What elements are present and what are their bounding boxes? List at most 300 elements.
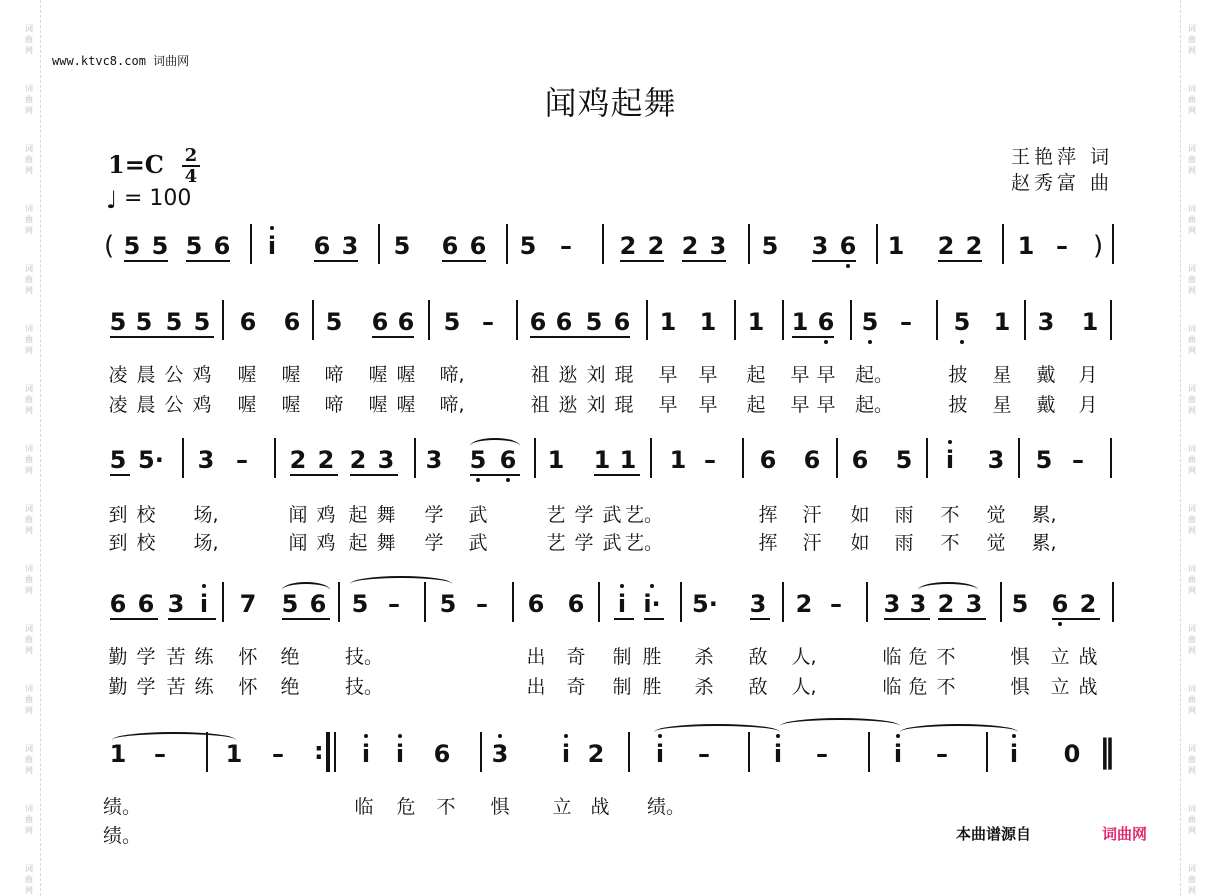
note: 5 (1011, 590, 1029, 618)
watermark-char: 曲 (25, 215, 33, 224)
lyric-char: 祖 (530, 364, 550, 386)
watermark-char: 曲 (1188, 455, 1196, 464)
note: 3 (377, 446, 395, 474)
note: – (1056, 232, 1068, 260)
lyric-char: 早 (658, 394, 678, 416)
slur (350, 576, 452, 592)
note: 1 (109, 740, 127, 768)
watermark-char: 曲 (25, 455, 33, 464)
note: – (704, 446, 716, 474)
watermark-char: 网 (1188, 766, 1196, 775)
note: 1 (659, 308, 677, 336)
watermark-char: 曲 (1188, 335, 1196, 344)
watermark-char: 网 (1188, 526, 1196, 535)
lyric-char: 技。 (345, 676, 384, 698)
lyric-char: 奇 (566, 646, 586, 668)
lyric-char: 闻 (288, 504, 308, 526)
lyric-char: 绩。 (103, 825, 142, 847)
barline (1018, 438, 1020, 478)
watermark-char: 网 (25, 586, 33, 595)
lyric-char: 晨 (136, 394, 156, 416)
note: 6 (555, 308, 573, 336)
note: 6 (803, 446, 821, 474)
source-label: 本曲谱源自 (956, 825, 1032, 843)
watermark-char: 网 (25, 226, 33, 235)
watermark-char: 词 (1188, 684, 1196, 693)
lyric-char: 刘 (586, 364, 606, 386)
lyric-char: 制 (612, 676, 632, 698)
barline (312, 300, 314, 340)
watermark-char: 词 (25, 864, 33, 873)
barline (512, 582, 514, 622)
note: 6 (441, 232, 459, 260)
lyric-char: 杀 (694, 646, 714, 668)
lyric-char: 不 (436, 796, 456, 818)
watermark-char: 词 (25, 744, 33, 753)
barline (602, 224, 604, 264)
octave-dot-low (846, 264, 850, 268)
barline (222, 300, 224, 340)
note: 3 (425, 446, 443, 474)
slur (470, 438, 520, 454)
watermark-char: 曲 (1188, 875, 1196, 884)
note: 1 (1017, 232, 1035, 260)
note: 3 (491, 740, 509, 768)
barline (782, 582, 784, 622)
key-signature: 1=C (108, 150, 164, 179)
note: 3 (749, 590, 767, 618)
octave-dot-low (476, 478, 480, 482)
barline (222, 582, 224, 622)
watermark-char: 曲 (25, 575, 33, 584)
barline (428, 300, 430, 340)
note: 5 (439, 590, 457, 618)
note: 1 (887, 232, 905, 260)
watermark-char: 曲 (1188, 695, 1196, 704)
lyric-char: 怀 (238, 676, 258, 698)
watermark-char: 词 (25, 684, 33, 693)
lyric-char: 累, (1031, 532, 1057, 554)
lyric-char: 战 (590, 796, 610, 818)
watermark-char: 词 (1188, 84, 1196, 93)
lyric-char: 惧 (490, 796, 510, 818)
lyric-char: 喔 (281, 364, 301, 386)
watermark-char: 词 (25, 204, 33, 213)
note: – (560, 232, 572, 260)
watermark-char: 网 (1188, 106, 1196, 115)
octave-dot-high (948, 440, 952, 444)
watermark-char: 曲 (1188, 395, 1196, 404)
lyric-char: 早 (816, 364, 836, 386)
watermark-char: 网 (25, 346, 33, 355)
lyric-char: 学 (136, 646, 156, 668)
note: 2 (587, 740, 605, 768)
watermark-char: 词 (1188, 264, 1196, 273)
watermark-char: 网 (25, 826, 33, 835)
lyric-char: 舞 (376, 532, 396, 554)
watermark-char: 网 (25, 646, 33, 655)
watermark-char: 曲 (25, 275, 33, 284)
note: 3 (1037, 308, 1055, 336)
note: 1 (547, 446, 565, 474)
barline (836, 438, 838, 478)
watermark-char: 网 (1188, 46, 1196, 55)
watermark-char: 网 (1188, 466, 1196, 475)
beam-underline (614, 618, 634, 620)
barline (1112, 224, 1114, 264)
note: 6 (137, 590, 155, 618)
lyric-char: 早 (658, 364, 678, 386)
watermark-char: 曲 (25, 515, 33, 524)
tempo-value: = 100 (124, 186, 192, 211)
octave-dot-high (650, 584, 654, 588)
lyric-char: 早 (698, 364, 718, 386)
lyric-char: 出 (526, 646, 546, 668)
lyric-char: 凌 (108, 364, 128, 386)
lyric-char: 如 (850, 504, 870, 526)
watermark-char: 网 (25, 406, 33, 415)
barline (506, 224, 508, 264)
note: 5 (895, 446, 913, 474)
note: 6 (397, 308, 415, 336)
lyric-char: 苦 (166, 646, 186, 668)
note: 5 (109, 308, 127, 336)
watermark-char: 曲 (25, 755, 33, 764)
beam-underline (186, 260, 230, 262)
note: 5 (325, 308, 343, 336)
note: – (900, 308, 912, 336)
note: 6 (851, 446, 869, 474)
lyric-char: 校 (136, 504, 156, 526)
beam-underline (938, 618, 986, 620)
watermark-char: 网 (25, 706, 33, 715)
barline (646, 300, 648, 340)
watermark-char: 网 (25, 166, 33, 175)
lyric-char: 学 (574, 532, 594, 554)
note: 5 (165, 308, 183, 336)
lyric-char: 奇 (566, 676, 586, 698)
lyric-char: 胜 (642, 646, 662, 668)
note: 2 (289, 446, 307, 474)
watermark-char: 曲 (1188, 635, 1196, 644)
note: – (816, 740, 828, 768)
note: i· (643, 590, 661, 618)
lyric-char: 学 (574, 504, 594, 526)
lyric-char: 校 (136, 532, 156, 554)
watermark-char: 词 (25, 504, 33, 513)
note: i (617, 590, 627, 618)
lyric-char: 累, (1031, 504, 1057, 526)
repeat-barline (326, 732, 330, 772)
note: 1 (1081, 308, 1099, 336)
barline (866, 582, 868, 622)
note: 1 (747, 308, 765, 336)
lyric-char: 学 (136, 676, 156, 698)
site-url[interactable]: www.ktvc8.com 词曲网 (52, 54, 190, 68)
slur (654, 724, 780, 740)
note: 1 (993, 308, 1011, 336)
watermark-char: 网 (25, 886, 33, 895)
lyric-char: 鸡 (192, 394, 212, 416)
lyric-char: 怀 (238, 646, 258, 668)
source-link[interactable]: 词曲网 (1102, 825, 1148, 843)
lyric-char: 不 (936, 646, 956, 668)
lyric-char: 啼, (439, 364, 465, 386)
note: 3 (811, 232, 829, 260)
watermark-char: 词 (25, 84, 33, 93)
barline (936, 300, 938, 340)
beam-underline (110, 336, 214, 338)
lyric-char: 挥 (758, 504, 778, 526)
slur (112, 732, 236, 748)
lyric-char: 胜 (642, 676, 662, 698)
note: 2 (317, 446, 335, 474)
note: 2 (937, 232, 955, 260)
note: 3 (341, 232, 359, 260)
note: 2 (647, 232, 665, 260)
lyric-char: 敌 (748, 646, 768, 668)
lyric-char: 舞 (376, 504, 396, 526)
octave-dot-low (506, 478, 510, 482)
watermark-char: 曲 (25, 395, 33, 404)
watermark-char: 曲 (1188, 275, 1196, 284)
lyric-char: 战 (1078, 676, 1098, 698)
octave-dot-low (824, 340, 828, 344)
octave-dot-high (564, 734, 568, 738)
octave-dot-high (270, 226, 274, 230)
lyric-char: 月 (1078, 364, 1098, 386)
note: – (236, 446, 248, 474)
watermark-char: 曲 (25, 875, 33, 884)
beam-underline (938, 260, 982, 262)
lyric-char: 技。 (345, 646, 384, 668)
slur (900, 724, 1018, 740)
barline (1112, 582, 1114, 622)
note: 6 (371, 308, 389, 336)
note: 2 (1079, 590, 1097, 618)
watermark-char: 词 (1188, 864, 1196, 873)
note: 6 (499, 446, 517, 474)
lyric-char: 绩。 (647, 796, 686, 818)
note: 5 (585, 308, 603, 336)
lyric-char: 披 (948, 394, 968, 416)
lyric-char: 到 (108, 532, 128, 554)
lyric-char: 敌 (748, 676, 768, 698)
watermark-char: 网 (1188, 886, 1196, 895)
lyric-char: 刘 (586, 394, 606, 416)
lyric-char: 喔 (396, 364, 416, 386)
lyric-char: 武 (602, 504, 622, 526)
watermark-char: 网 (25, 526, 33, 535)
note: 5· (138, 446, 164, 474)
barline (378, 224, 380, 264)
watermark-char: 词 (25, 444, 33, 453)
watermark-char: 曲 (1188, 35, 1196, 44)
note: 5 (393, 232, 411, 260)
barline (1000, 582, 1002, 622)
lyric-char: 临 (882, 676, 902, 698)
lyric-char: 制 (612, 646, 632, 668)
lyric-char: 逖 (558, 394, 578, 416)
watermark-char: 网 (1188, 646, 1196, 655)
lyric-char: 鸡 (192, 364, 212, 386)
lyric-char: 不 (940, 532, 960, 554)
barline (1024, 300, 1026, 340)
barline (1110, 438, 1112, 478)
lyric-char: 喔 (368, 364, 388, 386)
lyric-char: 战 (1078, 646, 1098, 668)
final-double-bar: ‖ (1099, 732, 1115, 770)
note: 5 (443, 308, 461, 336)
watermark-char: 词 (1188, 504, 1196, 513)
lyric-char: 惧 (1010, 676, 1030, 698)
time-signature-top: 2 (184, 145, 198, 166)
barline (876, 224, 878, 264)
intro-close-paren: ) (1093, 231, 1104, 261)
watermark-char: 曲 (25, 695, 33, 704)
lyric-char: 艺。 (625, 504, 664, 526)
barline (1002, 224, 1004, 264)
note: i (893, 740, 903, 768)
lyric-char: 人, (791, 646, 817, 668)
lyric-char: 危 (908, 676, 928, 698)
beam-underline (124, 260, 168, 262)
watermark-char: 网 (1188, 706, 1196, 715)
octave-dot-high (620, 584, 624, 588)
lyric-char: 起 (746, 394, 766, 416)
lyric-char: 觉 (986, 504, 1006, 526)
watermark-char: 曲 (1188, 815, 1196, 824)
lyric-char: 喔 (368, 394, 388, 416)
lyric-char: 武 (468, 504, 488, 526)
note: 6 (527, 590, 545, 618)
note: 2 (937, 590, 955, 618)
watermark-char: 曲 (1188, 215, 1196, 224)
lyric-char: 月 (1078, 394, 1098, 416)
octave-dot-low (960, 340, 964, 344)
note: 6 (759, 446, 777, 474)
note: 0 (1063, 740, 1081, 768)
note: 3 (987, 446, 1005, 474)
watermark-char: 网 (1188, 586, 1196, 595)
note: 2 (965, 232, 983, 260)
barline (748, 224, 750, 264)
lyric-char: 危 (396, 796, 416, 818)
lyric-char: 绩。 (103, 796, 142, 818)
lyric-char: 早 (816, 394, 836, 416)
octave-dot-high (364, 734, 368, 738)
note: 5 (185, 232, 203, 260)
note: 6 (839, 232, 857, 260)
note: 3 (709, 232, 727, 260)
octave-dot-high (398, 734, 402, 738)
beam-underline (682, 260, 726, 262)
note: 6 (109, 590, 127, 618)
note: 6 (469, 232, 487, 260)
beam-underline (792, 336, 834, 338)
watermark-char: 曲 (25, 635, 33, 644)
watermark-char: 曲 (25, 335, 33, 344)
watermark-char: 曲 (25, 35, 33, 44)
beam-underline (470, 474, 520, 476)
note: 6 (433, 740, 451, 768)
lyric-char: 学 (424, 504, 444, 526)
lyric-char: 起 (746, 364, 766, 386)
barline (650, 438, 652, 478)
note: 6 (1051, 590, 1069, 618)
lyric-char: 不 (936, 676, 956, 698)
barline (338, 582, 340, 622)
beam-underline (812, 260, 856, 262)
lyric-char: 星 (992, 364, 1012, 386)
note: i (267, 232, 277, 260)
note: 1 (593, 446, 611, 474)
barline (680, 582, 682, 622)
note: 1 (699, 308, 717, 336)
note: 6 (817, 308, 835, 336)
lyric-char: 立 (1050, 676, 1070, 698)
note: 5 (761, 232, 779, 260)
watermark-char: 词 (25, 324, 33, 333)
note: 5 (281, 590, 299, 618)
watermark-char: 曲 (1188, 755, 1196, 764)
watermark-char: 网 (1188, 286, 1196, 295)
lyric-char: 惧 (1010, 646, 1030, 668)
lyric-char: 武 (602, 532, 622, 554)
lyric-char: 绝 (280, 676, 300, 698)
lyric-char: 雨 (894, 504, 914, 526)
watermark-char: 词 (1188, 744, 1196, 753)
lyric-char: 起 (348, 532, 368, 554)
lyric-char: 凌 (108, 394, 128, 416)
beam-underline (442, 260, 486, 262)
repeat-dots: : (314, 737, 324, 765)
lyric-char: 学 (424, 532, 444, 554)
lyric-char: 鸡 (316, 504, 336, 526)
barline (926, 438, 928, 478)
lyric-char: 琨 (614, 364, 634, 386)
note: – (936, 740, 948, 768)
beam-underline (372, 336, 414, 338)
lyric-char: 练 (194, 646, 214, 668)
watermark-char: 网 (1188, 226, 1196, 235)
beam-underline (350, 474, 398, 476)
octave-dot-low (868, 340, 872, 344)
lyric-char: 闻 (288, 532, 308, 554)
lyric-char: 鸡 (316, 532, 336, 554)
watermark-char: 曲 (1188, 515, 1196, 524)
note: i (561, 740, 571, 768)
lyric-char: 琨 (614, 394, 634, 416)
note: 2 (349, 446, 367, 474)
note: i (361, 740, 371, 768)
watermark-char: 网 (1188, 826, 1196, 835)
watermark-char: 词 (25, 624, 33, 633)
beam-underline (110, 474, 130, 476)
lyric-char: 出 (526, 676, 546, 698)
note: 6 (213, 232, 231, 260)
composer-credit: 赵秀富 曲 (1010, 172, 1113, 194)
note: – (476, 590, 488, 618)
note: 5 (151, 232, 169, 260)
lyric-char: 艺 (546, 532, 566, 554)
beam-underline (1052, 618, 1100, 620)
quarter-note-icon: ♩ (106, 186, 118, 214)
note: 5 (861, 308, 879, 336)
lyric-char: 早 (790, 394, 810, 416)
note: i (199, 590, 209, 618)
barline (250, 224, 252, 264)
